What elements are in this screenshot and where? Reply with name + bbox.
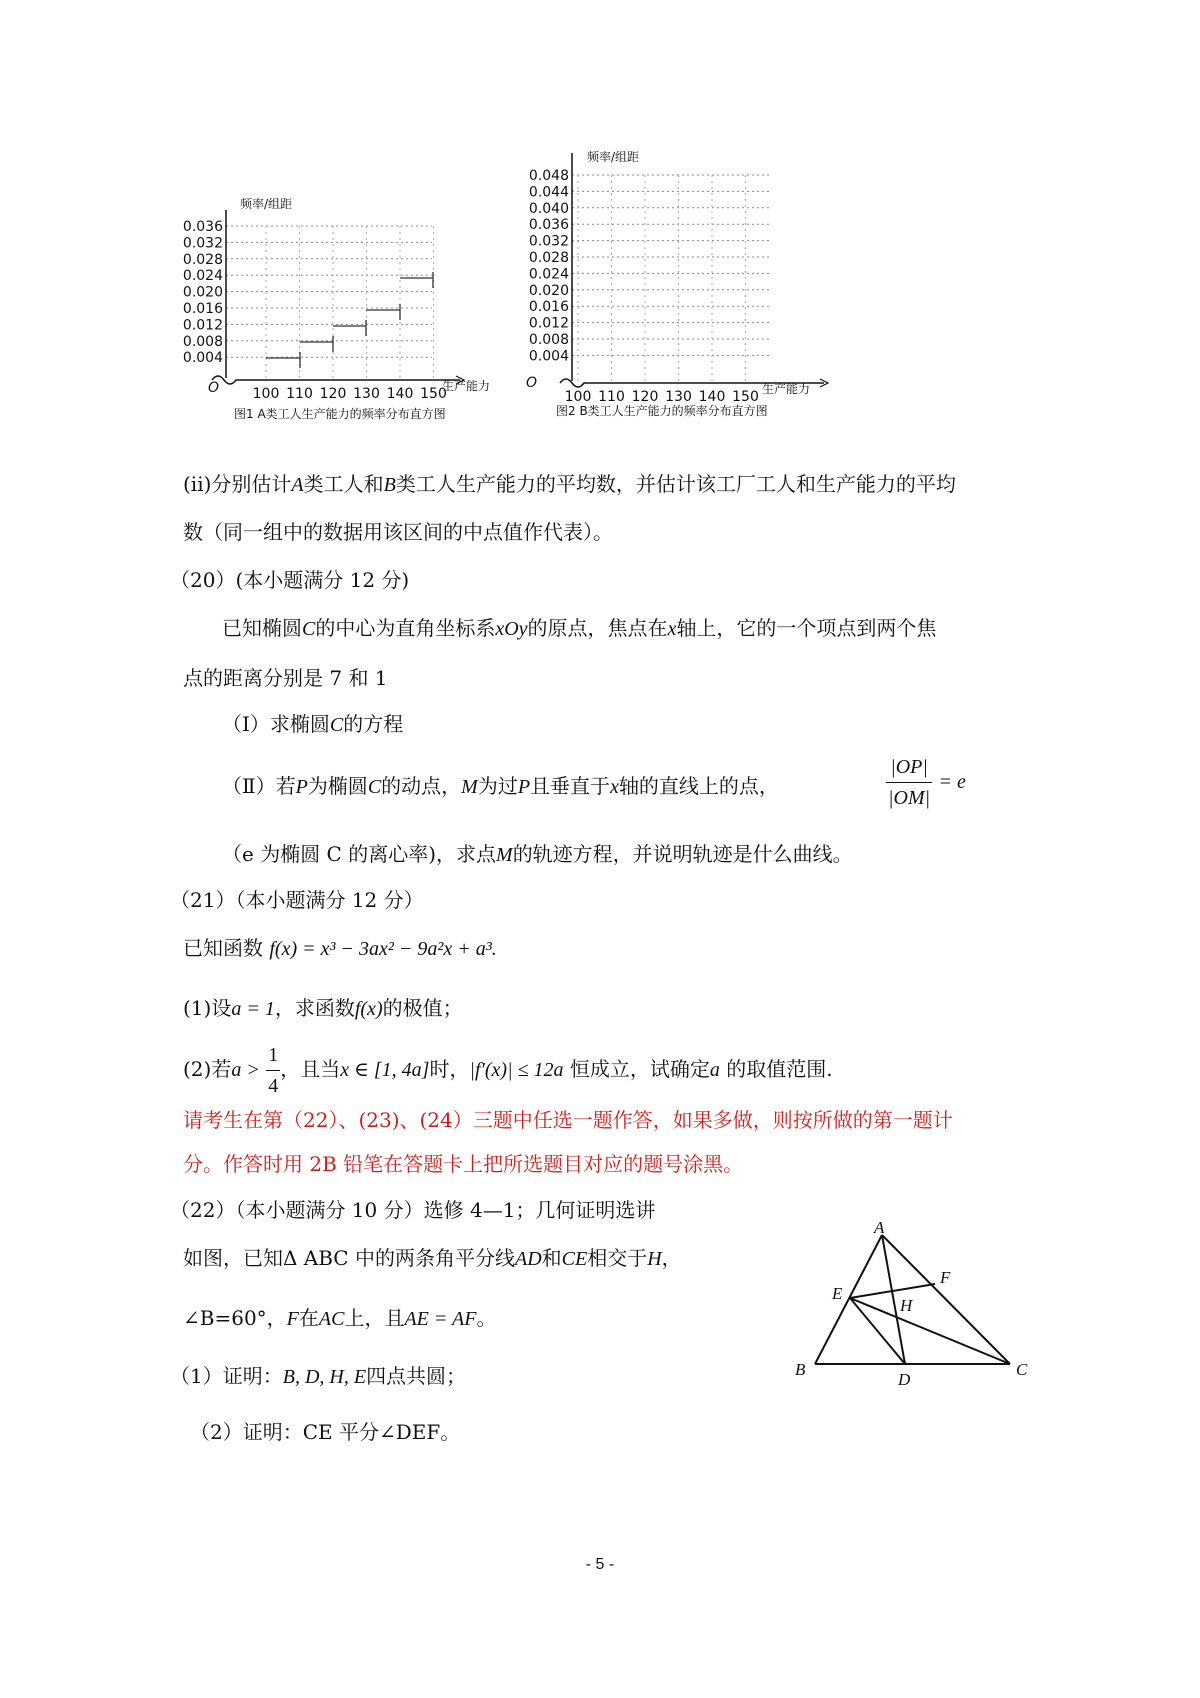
text: (ii)分别估计: [183, 472, 292, 496]
formula: |f′(x)| ≤ 12a: [469, 1059, 564, 1081]
fig2-ytick-label: 0.028: [528, 250, 569, 266]
fig2-ytick-label: 0.004: [528, 348, 569, 365]
text: 为椭圆: [307, 774, 368, 798]
text: ，求函数: [274, 996, 355, 1020]
text: ，: [661, 1246, 682, 1270]
var: P: [295, 776, 308, 798]
fig2-yticks: [529, 168, 569, 364]
text: 为过: [477, 774, 518, 798]
label-f: F: [940, 1268, 951, 1287]
fig1-xtick-label: 140: [386, 386, 414, 402]
text: （1）证明：: [170, 1364, 283, 1388]
text: 的中心为直角坐标系: [315, 616, 496, 640]
fig2-ytick-label: 0.020: [528, 282, 569, 299]
fig1-ytick-label: 0.008: [182, 333, 223, 350]
fig1-xtick-label: 100: [252, 386, 280, 402]
q22-part2: （2）证明：CE 平分∠DEF。: [190, 1420, 461, 1444]
text: 类工人生产能力的平均数，并估计该工厂工人和生产能力的平均: [395, 472, 956, 496]
var: M: [461, 776, 478, 798]
fig1-ylabel: 频率/组距: [240, 197, 293, 211]
fig2-ytick-label: 0.044: [528, 184, 569, 201]
text: 和: [541, 1246, 562, 1270]
var: AC: [318, 1308, 345, 1330]
notice-line1: 请考生在第（22）、(23)、(24）三题中任选一题作答，如果多做，则按所做的第一题计: [183, 1108, 953, 1132]
fig2-ytick-label: 0.040: [528, 200, 569, 217]
var: x: [667, 618, 677, 640]
fraction: [886, 752, 932, 813]
text: 四点共圆；: [366, 1364, 467, 1388]
histogram-figure-1: [182, 190, 502, 460]
label-b: B: [795, 1360, 806, 1379]
text: 如图，已知Δ ABC 中的两条角平分线: [183, 1246, 515, 1270]
var: xOy: [495, 618, 528, 640]
fig2-caption: 图2 B类工人生产能力的频率分布直方图: [556, 404, 768, 418]
q20-part3: [222, 840, 853, 869]
var: M: [496, 844, 513, 866]
denominator: 4: [268, 1075, 279, 1097]
formula: f(x): [354, 998, 383, 1020]
var: CE: [561, 1248, 588, 1270]
var: B, D, H, E: [282, 1366, 367, 1388]
q20-stem1: [222, 614, 936, 643]
text: (1)设: [183, 996, 232, 1020]
text: 的极值；: [382, 996, 463, 1020]
numerator: |OP|: [886, 752, 932, 783]
text: （e 为椭圆 C 的离心率)，求点: [222, 842, 497, 866]
q21-part2: [183, 1040, 833, 1101]
triangle-figure: [790, 1218, 1040, 1390]
text: 的动点，: [381, 774, 462, 798]
var: H: [647, 1248, 662, 1270]
fig1-ytick-label: 0.024: [182, 268, 223, 285]
q20-stem2: 点的距离分别是 7 和 1: [183, 666, 388, 690]
text: 已知椭圆: [222, 616, 302, 640]
text: 在: [298, 1306, 319, 1330]
var: C: [329, 714, 344, 736]
fig2-ytick-label: 0.032: [528, 233, 569, 250]
q21-part1: [183, 994, 463, 1023]
rhs: = e: [938, 771, 966, 793]
text: ∠B=60°，: [183, 1306, 287, 1330]
text: 相交于: [587, 1246, 648, 1270]
q22-stem2: [183, 1304, 496, 1333]
fig2-ytick-label: 0.048: [528, 168, 569, 184]
q19ii-line1: [183, 470, 956, 499]
denominator: |OM|: [888, 787, 931, 809]
fig2-ylabel: 频率/组距: [587, 150, 640, 164]
label-e: E: [832, 1284, 843, 1303]
fig2-ytick-label: 0.008: [528, 332, 569, 348]
text: 的方程: [343, 712, 404, 736]
var: F: [286, 1308, 299, 1330]
fig1-ytick-label: 0.028: [182, 251, 223, 268]
text: 已知函数: [183, 936, 263, 960]
var: AE = AF: [404, 1308, 477, 1330]
fraction: [266, 1040, 280, 1101]
fig1-xtick-label: 150: [420, 386, 447, 402]
text: 时，: [429, 1057, 470, 1081]
text: 且垂直于: [530, 774, 611, 798]
fig2-ytick-label: 0.036: [528, 217, 569, 234]
text: 的取值范围.: [726, 1057, 833, 1081]
formula: a = 1: [231, 998, 275, 1020]
fig2-ytick-label: 0.016: [528, 299, 569, 316]
page-number: - 5 -: [585, 1556, 615, 1573]
var: x: [610, 776, 619, 798]
fig1-ytick-label: 0.032: [182, 235, 223, 252]
fig2-xtick-label: 130: [665, 389, 692, 405]
text: （Ⅱ）若: [222, 774, 296, 798]
text: 的轨迹方程，并说明轨迹是什么曲线。: [512, 842, 853, 866]
fig2-origin: O: [526, 375, 538, 391]
fig1-ytick-label: 0.004: [182, 350, 223, 367]
fig2-ytick-label: 0.012: [528, 315, 569, 332]
formula: a >: [231, 1059, 260, 1081]
formula: f(x) = x³ − 3ax² − 9a²x + a³.: [269, 938, 497, 960]
q21-stem: [183, 934, 497, 963]
label-d: D: [898, 1370, 911, 1389]
side-ab: [815, 1235, 882, 1364]
q20-header: （20）(本小题满分 12 分): [170, 568, 410, 592]
text: 上，且: [344, 1306, 405, 1330]
var: a: [709, 1059, 720, 1081]
fig2-xtick-label: 100: [564, 389, 592, 405]
fig2-xtick-label: 140: [698, 389, 726, 405]
text: （Ⅰ）求椭圆: [222, 712, 330, 736]
fig1-xlabel: 生产能力: [442, 379, 491, 393]
numerator: 1: [266, 1040, 280, 1071]
segment-ed: [850, 1298, 905, 1364]
text: 类工人和: [303, 472, 384, 496]
segment-ce: [850, 1298, 1010, 1364]
q20-ratio-formula: [886, 752, 966, 813]
fig2-xtick-label: 120: [631, 389, 659, 405]
fig1-ytick-label: 0.036: [182, 219, 223, 235]
fig1-xtick-label: 110: [286, 386, 313, 402]
fig2-xtick-label: 150: [732, 389, 759, 405]
var: B: [383, 474, 396, 496]
fig1-ytick-label: 0.016: [182, 301, 223, 317]
fig1-ytick-label: 0.012: [182, 317, 223, 334]
text: 。: [476, 1306, 497, 1330]
fig2-ytick-label: 0.024: [528, 266, 569, 283]
q21-header: （21）（本小题满分 12 分）: [170, 888, 424, 912]
text: 轴上，它的一个项点到两个焦: [676, 616, 937, 640]
histogram-figure-2: [526, 145, 872, 460]
text: (2)若: [183, 1057, 232, 1081]
fig1-ytick-label: 0.020: [182, 284, 223, 301]
q20-part2: [222, 772, 779, 801]
text: 的原点，焦点在: [527, 616, 668, 640]
q22-part1: [170, 1362, 466, 1391]
text: 轴的直线上的点，: [618, 774, 779, 798]
fig1-xtick-label: 120: [319, 386, 347, 402]
text: 恒成立，试确定: [569, 1057, 710, 1081]
fig1-origin: O: [208, 380, 220, 396]
var: P: [517, 776, 531, 798]
label-h: H: [900, 1296, 913, 1315]
q22-header: （22）（本小题满分 10 分）选修 4—1；几何证明选讲: [170, 1198, 656, 1222]
var: C: [367, 776, 382, 798]
fig2-xtick-label: 110: [598, 389, 625, 405]
var: AD: [514, 1248, 542, 1270]
q20-part1: [222, 710, 403, 739]
q19ii-line2: 数（同一组中的数据用该区间的中点值作代表）。: [183, 520, 613, 544]
label-a: A: [874, 1218, 885, 1237]
fig1-yticks: [183, 219, 223, 366]
var: C: [302, 618, 316, 640]
q22-stem1: [183, 1244, 682, 1273]
label-c: C: [1016, 1360, 1028, 1379]
fig1-caption: 图1 A类工人生产能力的频率分布直方图: [234, 407, 446, 421]
fig2-xlabel: 生产能力: [762, 382, 811, 396]
formula: x ∈ [1, 4a]: [340, 1059, 430, 1081]
text: ，且当: [280, 1057, 341, 1081]
fig1-xtick-label: 130: [353, 386, 380, 402]
var: A: [291, 474, 304, 496]
notice-line2: 分。作答时用 2B 铅笔在答题卡上把所选题目对应的题号涂黑。: [183, 1152, 744, 1176]
